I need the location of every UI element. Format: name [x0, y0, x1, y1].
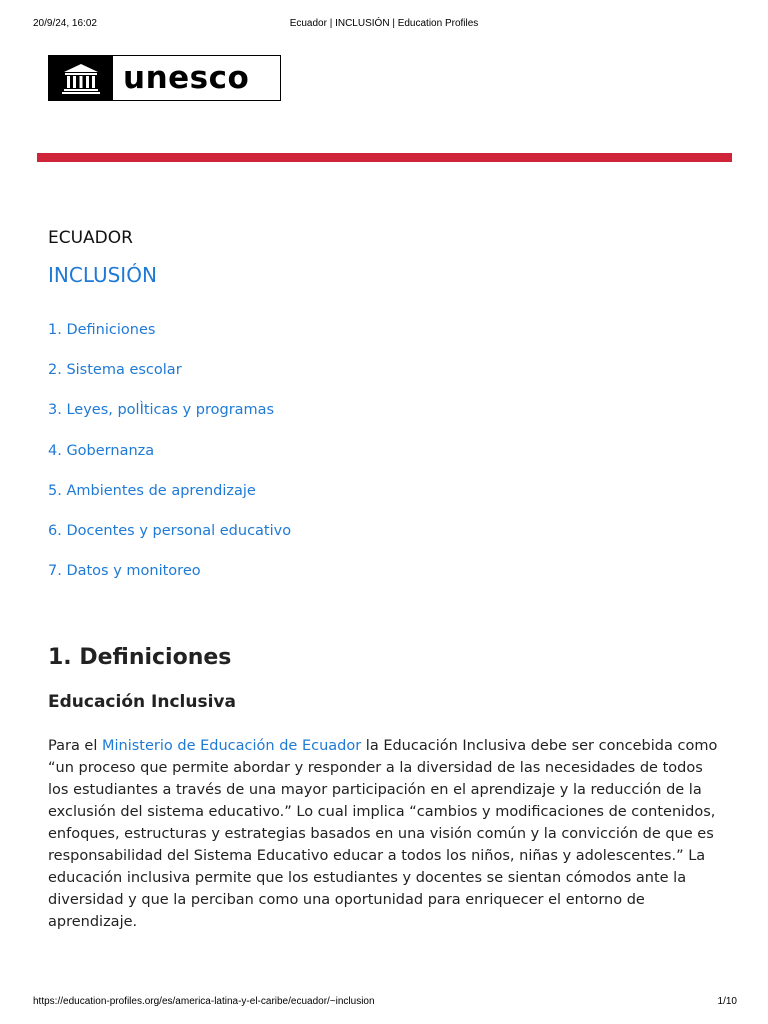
paragraph-line: “un proceso que permite abordar y responder a la diversidad de las necesidades de todos — [48, 760, 703, 776]
toc-item — [48, 362, 291, 402]
print-datetime: 20/9/24, 16:02 — [33, 18, 97, 29]
paragraph-line: los estudiantes a través de una mayor participación en el aprendizaje y la reducción de la — [48, 782, 702, 798]
print-page-number: 1/10 — [717, 996, 737, 1007]
section-title: INCLUSIÓN — [48, 263, 157, 287]
section-heading: 1. Definiciones — [48, 645, 232, 670]
toc-link-gobernanza[interactable]: 4. Gobernanza — [48, 442, 155, 459]
unesco-temple-icon — [49, 56, 113, 100]
para-line1-rest: la Educación Inclusiva debe ser concebida como — [361, 738, 718, 754]
toc-link-datos[interactable]: 7. Datos y monitoreo — [48, 563, 201, 580]
toc-item — [48, 443, 291, 483]
toc-item — [48, 322, 291, 362]
print-title: Ecuador | INCLUSIÓN | Education Profiles — [289, 18, 479, 29]
body-paragraph — [48, 735, 728, 933]
unesco-logo[interactable] — [48, 55, 281, 101]
toc-link-ambientes[interactable]: 5. Ambientes de aprendizaje — [48, 482, 256, 499]
toc-item — [48, 563, 291, 603]
para-prefix: Para el — [48, 738, 102, 754]
toc-item — [48, 402, 291, 442]
toc-item — [48, 523, 291, 563]
print-header — [0, 18, 768, 32]
paragraph-line: enfoques, estructuras y estrategias basados en una visión común y la convicción de que es — [48, 826, 714, 842]
toc-link-docentes[interactable]: 6. Docentes y personal educativo — [48, 522, 292, 539]
paragraph-line: educación inclusiva permite que los estudiantes y docentes se sientan cómodos ante la — [48, 870, 687, 886]
paragraph-line: responsabilidad del Sistema Educativo educar a todos los niños, niñas y adolescentes.” La — [48, 848, 706, 864]
paragraph-line: diversidad y que la perciban como una oportunidad para enriquecer el entorno de — [48, 892, 645, 908]
print-footer — [0, 996, 768, 1010]
print-url: https://education-profiles.org/es/america-latina-y-el-caribe/ecuador/~inclusion — [33, 996, 375, 1007]
toc-link-definiciones[interactable]: 1. Definiciones — [48, 322, 156, 338]
subsection-heading: Educación Inclusiva — [48, 692, 236, 712]
toc-link-sistema-escolar[interactable]: 2. Sistema escolar — [48, 362, 182, 379]
unesco-wordmark: unesco — [123, 60, 250, 96]
header-divider — [37, 153, 732, 162]
toc-link-leyes[interactable]: 3. Leyes, polÌticas y programas — [48, 402, 275, 419]
table-of-contents — [48, 322, 291, 603]
country-title: ECUADOR — [48, 228, 133, 248]
paragraph-line: aprendizaje. — [48, 914, 138, 930]
ministerio-link[interactable]: Ministerio de Educación de Ecuador — [102, 738, 362, 754]
paragraph-line: exclusión del sistema educativo.” Lo cual implica “cambios y modificaciones de contenidos, — [48, 804, 716, 820]
toc-item — [48, 483, 291, 523]
paragraph-line — [48, 735, 728, 757]
